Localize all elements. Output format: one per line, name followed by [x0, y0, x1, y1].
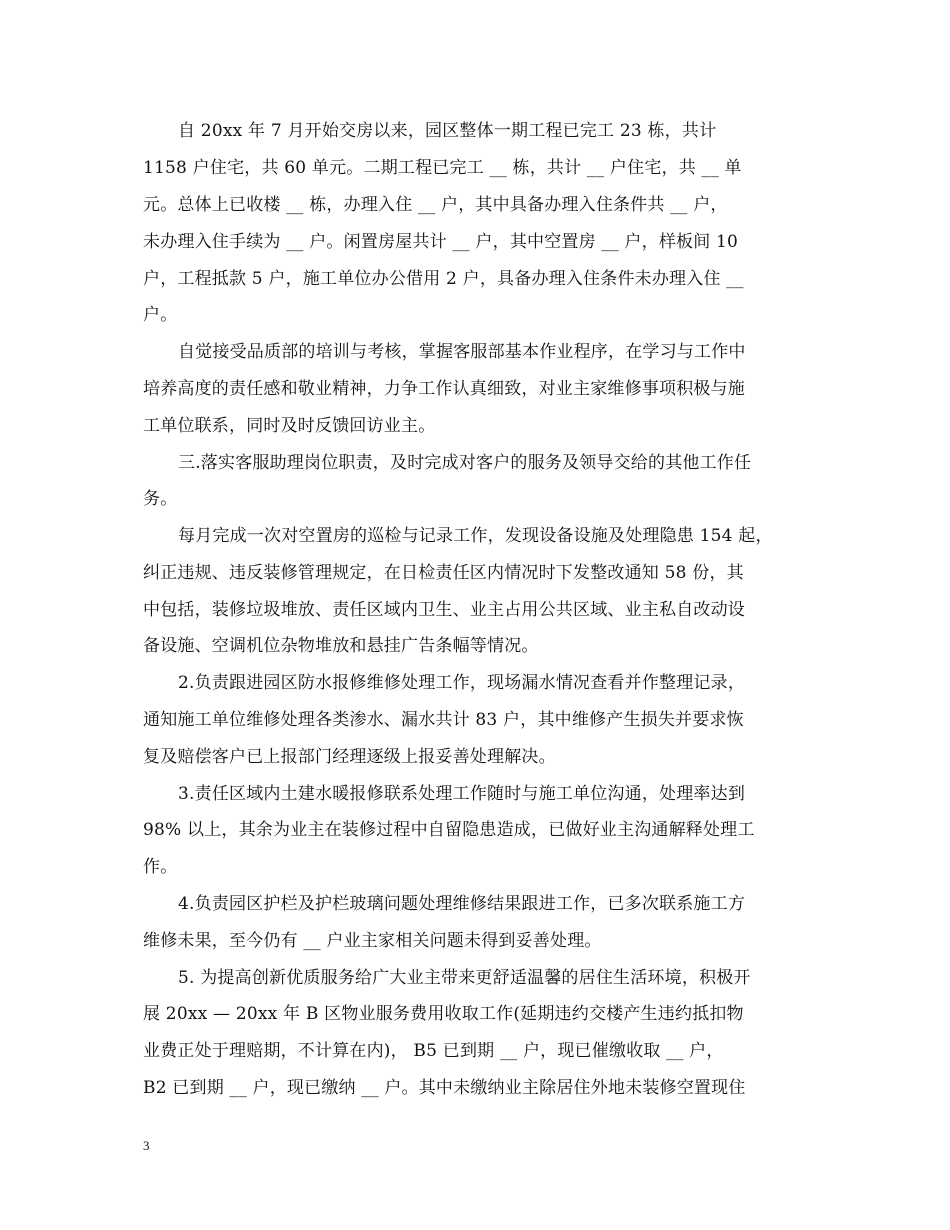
text-line: 4.负责园区护栏及护栏玻璃问题处理维修结果跟进工作，已多次联系施工方 [178, 894, 746, 914]
text-line: 作。 [143, 857, 178, 877]
text-line: 工单位联系，同时及时反馈回访业主。 [143, 416, 436, 436]
text-line: 维修未果，至今仍有 __ 户业主家相关问题未得到妥善处理。 [143, 931, 602, 951]
text-line: 3.责任区域内土建水暖报修联系处理工作随时与施工单位沟通，处理率达到 [178, 784, 746, 804]
text-line: 自 20xx 年 7 月开始交房以来，园区整体一期工程已完工 23 栋，共计 [178, 121, 717, 141]
text-line: 未办理入住手续为 __ 户。闲置房屋共计 __ 户，其中空置房 __ 户，样板间 10 [143, 232, 739, 252]
text-line: 备设施、空调机位杂物堆放和悬挂广告条幅等情况。 [143, 636, 539, 656]
text-line: 元。总体上已收楼 __ 栋，办理入住 __ 户，其中具备办理入住条件共 __ 户， [143, 195, 728, 215]
text-line: 户，工程抵款 5 户，施工单位办公借用 2 户，具备办理入住条件未办理入住 __ [143, 269, 744, 289]
section-heading: 三.落实客服助理岗位职责，及时完成对客户的服务及领导交给的其他工作任 [178, 453, 752, 473]
text-line: 每月完成一次对空置房的巡检与记录工作，发现设备设施及处理隐患 154 起， [178, 526, 773, 546]
text-line: 2.负责跟进园区防水报修维修处理工作，现场漏水情况查看并作整理记录， [178, 673, 746, 693]
text-line: 通知施工单位维修处理各类渗水、漏水共计 83 户，其中维修产生损失并要求恢 [143, 710, 744, 730]
text-line: 务。 [143, 489, 178, 509]
text-line: 纠正违规、违反装修管理规定，在日检责任区内情况时下发整改通知 58 份，其 [143, 563, 744, 583]
text-line: 自觉接受品质部的培训与考核，掌握客服部基本作业程序，在学习与工作中 [178, 342, 746, 362]
text-line: B2 已到期 __ 户，现已缴纳 __ 户。其中未缴纳业主除居住外地未装修空置现住 [143, 1078, 746, 1098]
text-line: 中包括，装修垃圾堆放、责任区域内卫生、业主占用公共区域、业主私自改动设 [143, 600, 745, 620]
text-line: 98% 以上，其余为业主在装修过程中自留隐患造成，已做好业主沟通解释处理工 [143, 820, 755, 840]
text-line: 展 20xx — 20xx 年 B 区物业服务费用收取工作(延期违约交楼产生违约抵扣物 [143, 1004, 744, 1024]
text-line: 业费正处于理赔期，不计算在内)， B5 已到期 __ 户，现已催缴收取 __ 户， [143, 1041, 724, 1061]
page-number: 3 [143, 1138, 150, 1153]
text-line: 培养高度的责任感和敬业精神，力争工作认真细致，对业主家维修事项积极与施 [143, 379, 745, 399]
text-line: 复及赔偿客户已上报部门经理逐级上报妥善处理解决。 [143, 747, 556, 767]
text-line: 户。 [143, 305, 178, 325]
text-line: 1158 户住宅，共 60 单元。二期工程已完工 __ 栋，共计 __ 户住宅，共 __ 单 [143, 158, 742, 178]
text-line: 5. 为提高创新优质服务给广大业主带来更舒适温馨的居住生活环境，积极开 [178, 968, 751, 988]
